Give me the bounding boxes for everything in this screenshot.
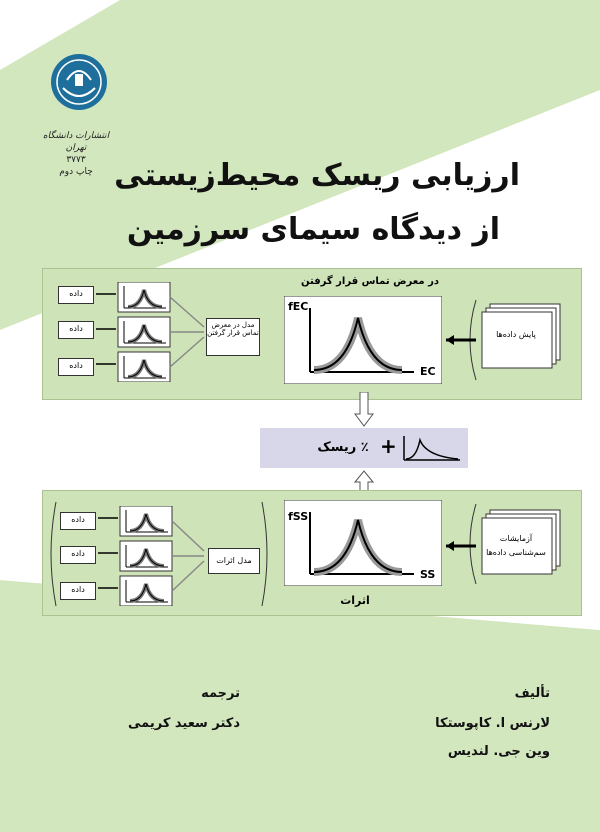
data-box: داده — [60, 582, 96, 600]
author-heading: تألیف — [514, 686, 550, 701]
publisher-name: انتشارات دانشگاه تهران — [42, 131, 110, 153]
data-box: داده — [58, 358, 94, 376]
data-box: داده — [58, 286, 94, 304]
monitoring-data-label: پایش داده‌ها — [496, 330, 536, 339]
data-box: داده — [60, 512, 96, 530]
data-box: داده — [60, 546, 96, 564]
tests-label-line1: آزمایشات — [499, 534, 533, 543]
ss-x-axis-label: SS — [420, 568, 436, 581]
risk-label: ٪ ریسک — [317, 440, 369, 455]
ss-y-axis-label: fSS — [288, 510, 309, 523]
tests-label-line2: سم‌شناسی داده‌ها — [486, 548, 546, 557]
effects-model-box: مدل اثرات — [208, 548, 260, 574]
translator-name: دکتر سعید کریمی — [127, 716, 240, 731]
data-box: داده — [58, 321, 94, 339]
bracket-right — [260, 500, 274, 608]
author-2: وین جی. لندیس — [447, 744, 550, 759]
book-title-line1: ارزیابی ریسک محیط‌زیستی — [114, 158, 520, 193]
exposure-header: در معرض تماس قرار گرفتن — [301, 276, 439, 287]
bracket-left — [44, 500, 58, 608]
exposure-model-box: مدل در معرض تماس قرار گرفتن — [206, 318, 260, 356]
effects-label: اثرات — [340, 594, 370, 607]
ec-x-axis-label: EC — [420, 365, 436, 378]
book-title-line2: از دیدگاه سیمای سرزمین — [126, 212, 500, 247]
risk-curve-icon — [400, 432, 462, 464]
university-logo — [48, 52, 110, 130]
arrow-down — [354, 392, 374, 428]
translator-heading: ترجمه — [201, 686, 240, 701]
plus-icon: + — [380, 434, 397, 458]
tests-label — [484, 532, 548, 560]
author-1: لارنس ا. کاپوستکا — [435, 716, 550, 731]
university-seal-icon — [48, 52, 110, 130]
publisher-number: ۳۷۷۳ — [66, 155, 86, 165]
ec-y-axis-label: fEC — [288, 300, 309, 313]
edition-label: چاپ دوم — [59, 167, 93, 177]
monitoring-data-icon — [446, 298, 576, 382]
